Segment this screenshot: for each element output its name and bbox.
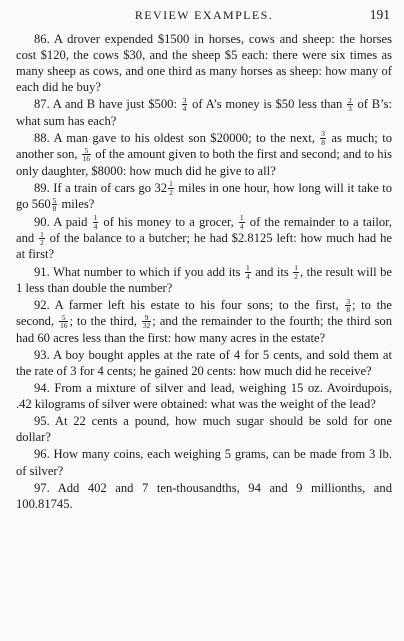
fraction-denominator: 8 bbox=[52, 204, 57, 214]
fraction-numerator: 1 bbox=[294, 263, 298, 273]
fraction-numerator: 3 bbox=[182, 95, 187, 105]
fraction bbox=[52, 197, 58, 213]
fraction bbox=[293, 264, 299, 280]
fraction-numerator: 1 bbox=[169, 179, 173, 189]
fraction bbox=[59, 314, 68, 330]
page-title: REVIEW EXAMPLES. bbox=[134, 8, 274, 22]
problem-86 bbox=[16, 31, 392, 95]
problem-text: 97. Add 402 and 7 ten-thousandths, 94 and 9 millionths, and 100.81745. bbox=[16, 480, 392, 511]
problem-text: 96. How many coins, each weighing 5 grams, can be made from 3 lb. of silver? bbox=[16, 447, 392, 478]
running-header bbox=[16, 4, 392, 26]
problem-text: 95. At 22 cents a pound, how much sugar should be sold for one dollar? bbox=[16, 414, 392, 445]
fraction-numerator: 1 bbox=[239, 213, 244, 223]
fraction-denominator: 16 bbox=[82, 154, 91, 164]
fraction bbox=[82, 147, 91, 163]
fraction bbox=[168, 180, 174, 196]
fraction-denominator: 4 bbox=[182, 104, 187, 114]
fraction-denominator: 4 bbox=[246, 271, 250, 281]
fraction bbox=[142, 314, 151, 330]
problem-91 bbox=[16, 264, 392, 297]
problem-text: 90. A paid bbox=[34, 214, 92, 229]
problem-text: 88. A man gave to his oldest son $20000; to the next, bbox=[34, 130, 320, 145]
fraction-numerator: 1 bbox=[93, 213, 98, 223]
problem-87 bbox=[16, 96, 392, 129]
fraction-numerator: 5 bbox=[82, 147, 91, 155]
problem-text: 89. If a train of cars go 32 bbox=[34, 180, 168, 195]
fraction-numerator: 5 bbox=[59, 314, 68, 322]
fraction-denominator: 8 bbox=[346, 305, 351, 314]
problem-93 bbox=[16, 347, 392, 379]
problem-text: 87. A and B have just $500: bbox=[34, 97, 181, 112]
fraction-numerator: 3 bbox=[346, 296, 351, 306]
problem-88 bbox=[16, 130, 392, 179]
problem-89 bbox=[16, 180, 392, 213]
problem-text: of the balance to a butcher; he had $2.8125 left: how much had he at first? bbox=[16, 231, 392, 262]
fraction-numerator: 3 bbox=[321, 129, 325, 139]
problem-list bbox=[16, 31, 392, 512]
problem-text: of the remainder to a tailor, and bbox=[16, 214, 393, 245]
problem-text: of B’s: what sum has each? bbox=[16, 97, 392, 128]
problem-text: 93. A boy bought apples at the rate of 4 for 5 cents, and sold them at the rate of 3 for 4 cents; he gained 20 cents: how much did he receive? bbox=[16, 347, 392, 378]
fraction-denominator: 2 bbox=[169, 187, 173, 197]
problem-95 bbox=[16, 413, 392, 445]
fraction-denominator: 4 bbox=[93, 221, 98, 231]
fraction-denominator: 3 bbox=[348, 104, 352, 114]
fraction-numerator: 9 bbox=[142, 314, 151, 322]
fraction-numerator: 5 bbox=[52, 195, 57, 205]
fraction-denominator: 8 bbox=[321, 137, 325, 147]
problem-text: 94. From a mixture of silver and lead, weighing 15 oz. Avoirdupois, .42 kilograms of silver were obtained: what was the weight of the lead? bbox=[16, 381, 392, 412]
problem-text: , the result will be 1 less than double the number? bbox=[16, 264, 392, 295]
fraction bbox=[39, 231, 45, 247]
fraction-denominator: 2 bbox=[294, 271, 298, 281]
problem-text: miles in one hour, how long will it take to go 560 bbox=[16, 180, 392, 212]
problem-text: miles? bbox=[58, 197, 95, 212]
problem-text: and its bbox=[251, 264, 293, 279]
problem-text: 91. What number to which if you add its bbox=[34, 264, 244, 279]
fraction bbox=[320, 130, 326, 146]
fraction-denominator: 2 bbox=[40, 238, 44, 247]
problem-text: of the amount given to both the first and second; and to his only daughter, $8000: how much did he give to all? bbox=[16, 147, 393, 178]
fraction bbox=[182, 97, 188, 113]
fraction bbox=[239, 214, 245, 230]
problem-text: of A’s money is $50 less than bbox=[188, 97, 347, 112]
fraction bbox=[347, 97, 353, 113]
problem-text: of his money to a grocer, bbox=[99, 214, 238, 229]
problem-90 bbox=[16, 214, 392, 263]
fraction bbox=[345, 298, 351, 314]
fraction-denominator: 32 bbox=[142, 321, 151, 331]
fraction-denominator: 4 bbox=[239, 221, 244, 231]
fraction-numerator: 1 bbox=[246, 263, 250, 273]
fraction-numerator: 1 bbox=[40, 229, 44, 239]
problem-text: ; to the third, bbox=[69, 314, 141, 329]
problem-96 bbox=[16, 446, 392, 478]
problem-94 bbox=[16, 380, 392, 412]
fraction-denominator: 16 bbox=[60, 321, 68, 331]
fraction-numerator: 2 bbox=[348, 95, 352, 105]
problem-text: 86. A drover expended $1500 in horses, cows and sheep: the horses cost $120, the cows $30, and the sheep $5 each: there were six times as many sheep as cows, and one third as many horses as sheep: how many of each did he buy? bbox=[16, 32, 392, 95]
problem-text: as much; to another son, bbox=[16, 130, 393, 162]
page-number: 191 bbox=[369, 7, 390, 22]
fraction bbox=[93, 214, 99, 230]
fraction bbox=[245, 264, 251, 280]
problem-text: ; and the remainder to the fourth; the third son had 60 acres less than the first: how many acres in the estate? bbox=[16, 314, 392, 345]
problem-92 bbox=[16, 297, 392, 346]
problem-text: 92. A farmer left his estate to his four sons; to the first, bbox=[34, 298, 345, 312]
problem-97 bbox=[16, 480, 392, 512]
problem-text: ; to the second, bbox=[16, 298, 392, 329]
